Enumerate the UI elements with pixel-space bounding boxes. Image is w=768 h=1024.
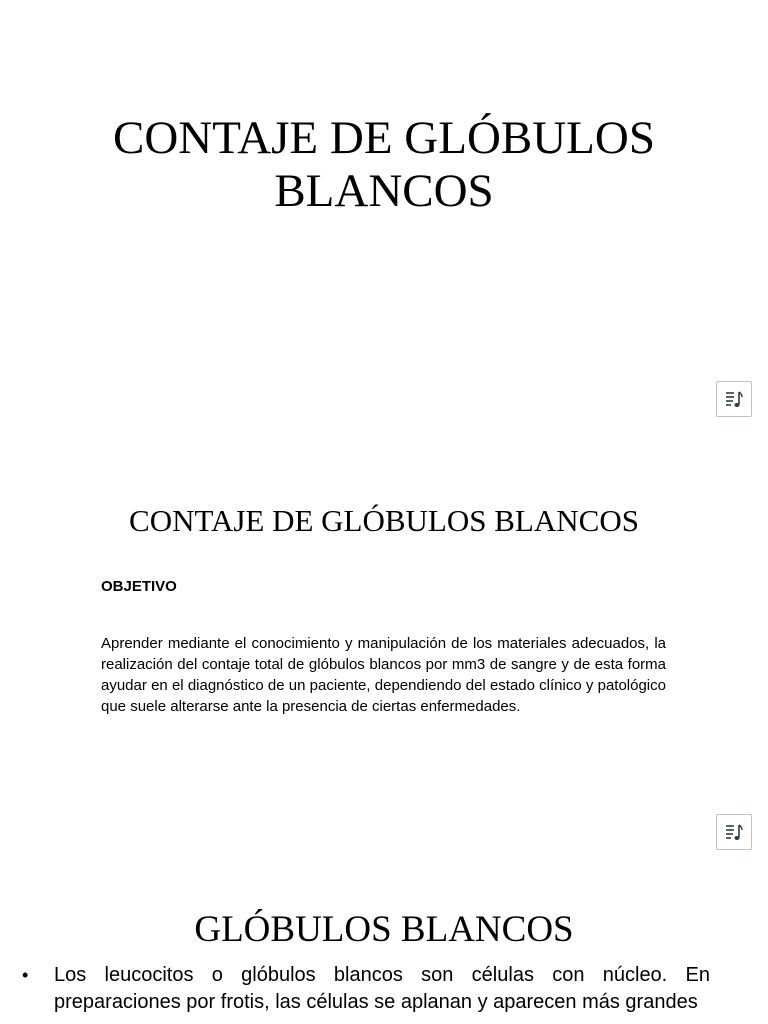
audio-note-icon (725, 822, 743, 842)
slide-1-title: CONTAJE DE GLÓBULOS BLANCOS (113, 112, 655, 217)
objective-text: Aprender mediante el conocimiento y manipulación de los materiales adecuados, la realización del contaje total de glóbulos blancos por mm3 de sangre y de esta forma ayudar en el diagnóstico de un paciente, dependiendo del estado clínico y patológico que suele alterarse ante la presencia de ciertas enfermedades. (101, 635, 666, 715)
bullet-list (22, 962, 710, 1016)
bullet-marker: • (22, 965, 29, 985)
list-item (22, 962, 710, 1016)
objective-heading: OBJETIVO (101, 578, 177, 595)
audio-note-icon (725, 389, 743, 409)
audio-button-slide-2[interactable] (716, 814, 752, 850)
slide-2-title: CONTAJE DE GLÓBULOS BLANCOS (129, 503, 639, 538)
bullet-text: Los leucocitos o glóbulos blancos son células con núcleo. En preparaciones por frotis, las células se aplanan y aparecen más grandes (54, 964, 710, 1013)
slide-3-title: GLÓBULOS BLANCOS (194, 909, 574, 950)
audio-button-slide-1[interactable] (716, 381, 752, 417)
